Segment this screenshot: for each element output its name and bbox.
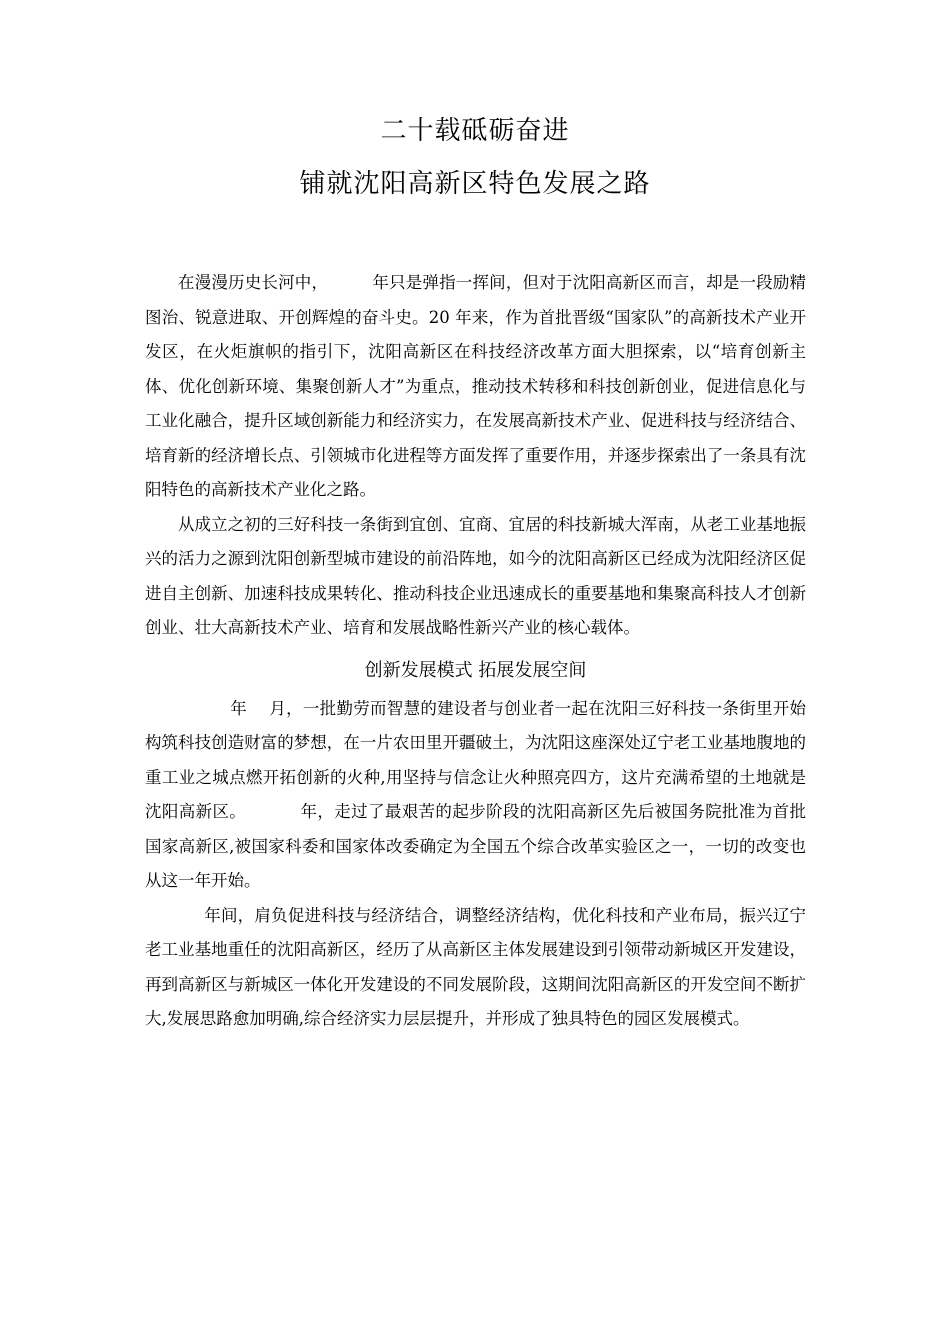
paragraph-3	[145, 692, 806, 899]
paragraph-1-rest: 年只是弹指一挥间，但对于沈阳高新区而言，却是一段励精图治、锐意进取、开创辉煌的奋斗史。20 年来，作为首批晋级“国家队”的高新技术产业开发区，在火炬旗帜的指引下，沈阳高新区在科技经济改革方面大胆探索，以“培育创新主体、优化创新环境、集聚创新人才”为重点，推动技术转移和科技创新创业，促进信息化与工业化融合，提升区域创新能力和经济实力，在发展高新技术产业、促进科技与经济结合、培育新的经济增长点、引领城市化进程等方面发挥了重要作用，并逐步探索出了一条具有沈阳特色的高新技术产业化之路。	[145, 273, 807, 499]
title-line-2: 铺就沈阳高新区特色发展之路	[299, 169, 651, 199]
section-heading: 创新发展模式 拓展发展空间	[364, 659, 587, 681]
paragraph-1	[145, 266, 806, 508]
title-line-1: 二十载砥砺奋进	[380, 116, 570, 146]
paragraph-2: 从成立之初的三好科技一条街到宜创、宜商、宜居的科技新城大浑南，从老工业基地振兴的活力之源到沈阳创新型城市建设的前沿阵地，如今的沈阳高新区已经成为沈阳经济区促进自主创新、加速科技成果转化、推动科技企业迅速成长的重要基地和集聚高科技人才创新创业、壮大高新技术产业、培育和发展战略性新兴产业的核心载体。	[145, 514, 806, 637]
paragraph-3-end: 年，走过了最艰苦的起步阶段的沈阳高新区先后被国务院批准为首批国家高新区,被国家科委和国家体改委确定为全国五个综合改革实验区之一，一切的改变也从这一年开始。	[145, 802, 807, 890]
paragraph-3-mid: 月，一批勤劳而智慧的建设者与创业者一起在沈阳三好科技一条街里开始构筑科技创造财富的梦想，在一片农田里开疆破土，为沈阳这座深处辽宁老工业基地腹地的重工业之城点燃开拓创新的火种,用坚持与信念让火种照亮四方，这片充满希望的土地就是沈阳高新区。	[145, 698, 807, 821]
paragraph-3-year: 年	[230, 698, 248, 718]
paragraph-1-start: 在漫漫历史长河中，	[178, 273, 329, 292]
article-body	[145, 266, 806, 1037]
paragraph-4	[145, 899, 806, 1037]
paragraph-4-text: 年间，肩负促进科技与经济结合，调整经济结构，优化科技和产业布局，振兴辽宁老工业基地重任的沈阳高新区，经历了从高新区主体发展建设到引领带动新城区开发建设，再到高新区与新城区一体化开发建设的不同发展阶段，这期间沈阳高新区的开发空间不断扩大,发展思路愈加明确,综合经济实力层层提升，并形成了独具特色的园区发展模式。	[145, 905, 806, 1028]
